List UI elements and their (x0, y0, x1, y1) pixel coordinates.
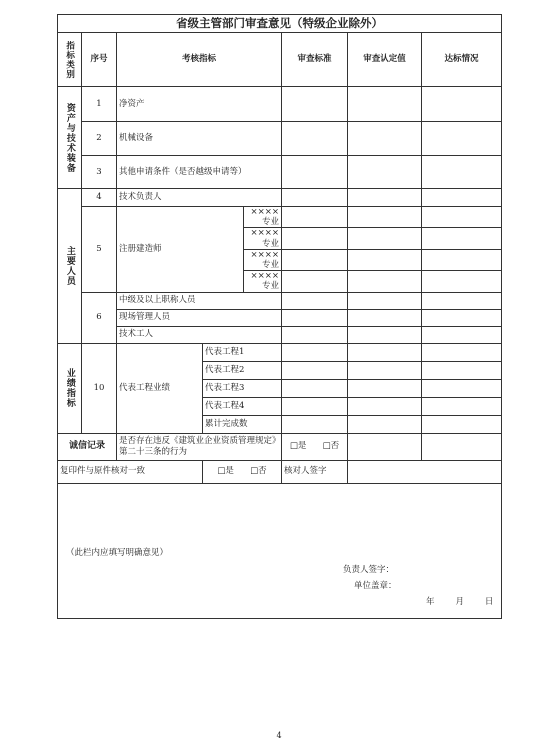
confirmed-cell[interactable] (348, 189, 422, 207)
standard-cell[interactable] (282, 87, 348, 122)
confirmed-cell[interactable] (348, 379, 422, 397)
project-item: 代表工程3 (203, 379, 282, 397)
responsible-person-signature: 负责人签字： (343, 564, 395, 575)
status-cell[interactable] (422, 122, 502, 156)
standard-cell[interactable] (282, 326, 348, 343)
indicator-tech-lead: 技术负责人 (117, 189, 282, 207)
row-num: 2 (82, 122, 117, 156)
standard-cell[interactable] (282, 156, 348, 189)
indicator-site-managers: 现场管理人员 (117, 309, 282, 326)
review-form-table (57, 14, 502, 619)
confirmed-cell[interactable] (348, 87, 422, 122)
project-item: 代表工程1 (203, 343, 282, 361)
project-total: 累计完成数 (203, 415, 282, 433)
opinion-date (424, 597, 493, 607)
header-indicator: 考核指标 (117, 33, 282, 87)
opinion-box[interactable] (58, 483, 502, 618)
integrity-no-checkbox[interactable]: □否 (322, 441, 340, 452)
integrity-yes-checkbox[interactable]: □是 (289, 441, 307, 452)
standard-cell[interactable] (282, 207, 348, 228)
confirmed-cell[interactable] (348, 228, 422, 249)
standard-cell[interactable] (282, 379, 348, 397)
confirmed-cell[interactable] (348, 249, 422, 270)
indicator-mid-title-staff: 中级及以上职称人员 (117, 292, 282, 309)
confirmed-cell[interactable] (348, 156, 422, 189)
specialty-item: ××××专业 (244, 228, 282, 249)
standard-cell[interactable] (282, 361, 348, 379)
integrity-options[interactable] (282, 433, 348, 460)
status-cell[interactable] (422, 343, 502, 361)
confirmed-cell[interactable] (348, 361, 422, 379)
header-seq: 序号 (82, 33, 117, 87)
status-cell[interactable] (422, 87, 502, 122)
confirmed-cell[interactable] (348, 433, 422, 460)
status-cell[interactable] (422, 271, 502, 292)
status-cell[interactable] (422, 361, 502, 379)
copy-yes-checkbox[interactable]: □是 (217, 466, 234, 477)
row-num: 4 (82, 189, 117, 207)
copy-check-signer-label: 核对人签字 (282, 460, 348, 483)
status-cell[interactable] (422, 228, 502, 249)
confirmed-cell[interactable] (348, 415, 422, 433)
indicator-technical-workers: 技术工人 (117, 326, 282, 343)
header-status: 达标情况 (422, 33, 502, 87)
integrity-question: 是否存在违反《建筑业企业资质管理规定》第二十三条的行为 (117, 433, 282, 460)
specialty-item: ××××专业 (244, 271, 282, 292)
status-cell[interactable] (422, 309, 502, 326)
category-integrity: 诚信记录 (58, 433, 117, 460)
confirmed-cell[interactable] (348, 343, 422, 361)
confirmed-cell[interactable] (348, 326, 422, 343)
standard-cell[interactable] (282, 122, 348, 156)
status-cell[interactable] (422, 156, 502, 189)
row-num: 5 (82, 207, 117, 293)
confirmed-cell[interactable] (348, 207, 422, 228)
row-num: 1 (82, 87, 117, 122)
standard-cell[interactable] (282, 271, 348, 292)
indicator-representative-projects: 代表工程业绩 (117, 343, 203, 433)
status-cell[interactable] (422, 433, 502, 460)
specialty-item: ××××专业 (244, 249, 282, 270)
copy-check-signer-field[interactable] (348, 460, 502, 483)
indicator-other-conditions: 其他申请条件（是否越级申请等） (117, 156, 282, 189)
indicator-registered-constructor: 注册建造师 (117, 207, 244, 293)
confirmed-cell[interactable] (348, 122, 422, 156)
status-cell[interactable] (422, 249, 502, 270)
indicator-machinery: 机械设备 (117, 122, 282, 156)
form-title: 省级主管部门审查意见（特级企业除外） (58, 15, 502, 33)
project-item: 代表工程2 (203, 361, 282, 379)
status-cell[interactable] (422, 189, 502, 207)
status-cell[interactable] (422, 397, 502, 415)
specialty-item: ××××专业 (244, 207, 282, 228)
standard-cell[interactable] (282, 249, 348, 270)
date-year: 年 (426, 596, 435, 607)
category-assets: 资产与技术装备 (58, 87, 82, 189)
header-category: 指标类别 (58, 33, 82, 87)
row-num: 3 (82, 156, 117, 189)
date-month: 月 (455, 596, 464, 607)
copy-check-options[interactable] (203, 460, 282, 483)
header-confirmed: 审查认定值 (348, 33, 422, 87)
project-item: 代表工程4 (203, 397, 282, 415)
status-cell[interactable] (422, 326, 502, 343)
category-performance: 业绩指标 (58, 343, 82, 433)
page-number: 4 (276, 731, 282, 740)
status-cell[interactable] (422, 292, 502, 309)
standard-cell[interactable] (282, 292, 348, 309)
standard-cell[interactable] (282, 189, 348, 207)
row-num: 6 (82, 292, 117, 343)
confirmed-cell[interactable] (348, 271, 422, 292)
copy-no-checkbox[interactable]: □否 (250, 466, 267, 477)
standard-cell[interactable] (282, 343, 348, 361)
header-standard: 审查标准 (282, 33, 348, 87)
standard-cell[interactable] (282, 415, 348, 433)
row-num: 10 (82, 343, 117, 433)
date-day: 日 (484, 596, 494, 607)
status-cell[interactable] (422, 207, 502, 228)
standard-cell[interactable] (282, 228, 348, 249)
copy-check-label: 复印件与原件核对一致 (58, 460, 203, 483)
status-cell[interactable] (422, 415, 502, 433)
indicator-net-assets: 净资产 (117, 87, 282, 122)
standard-cell[interactable] (282, 397, 348, 415)
confirmed-cell[interactable] (348, 309, 422, 326)
category-personnel: 主要人员 (58, 189, 82, 344)
unit-seal: 单位盖章： (354, 580, 397, 591)
confirmed-cell[interactable] (348, 397, 422, 415)
confirmed-cell[interactable] (348, 292, 422, 309)
standard-cell[interactable] (282, 309, 348, 326)
opinion-note: （此栏内应填写明确意见） (66, 547, 169, 558)
status-cell[interactable] (422, 379, 502, 397)
